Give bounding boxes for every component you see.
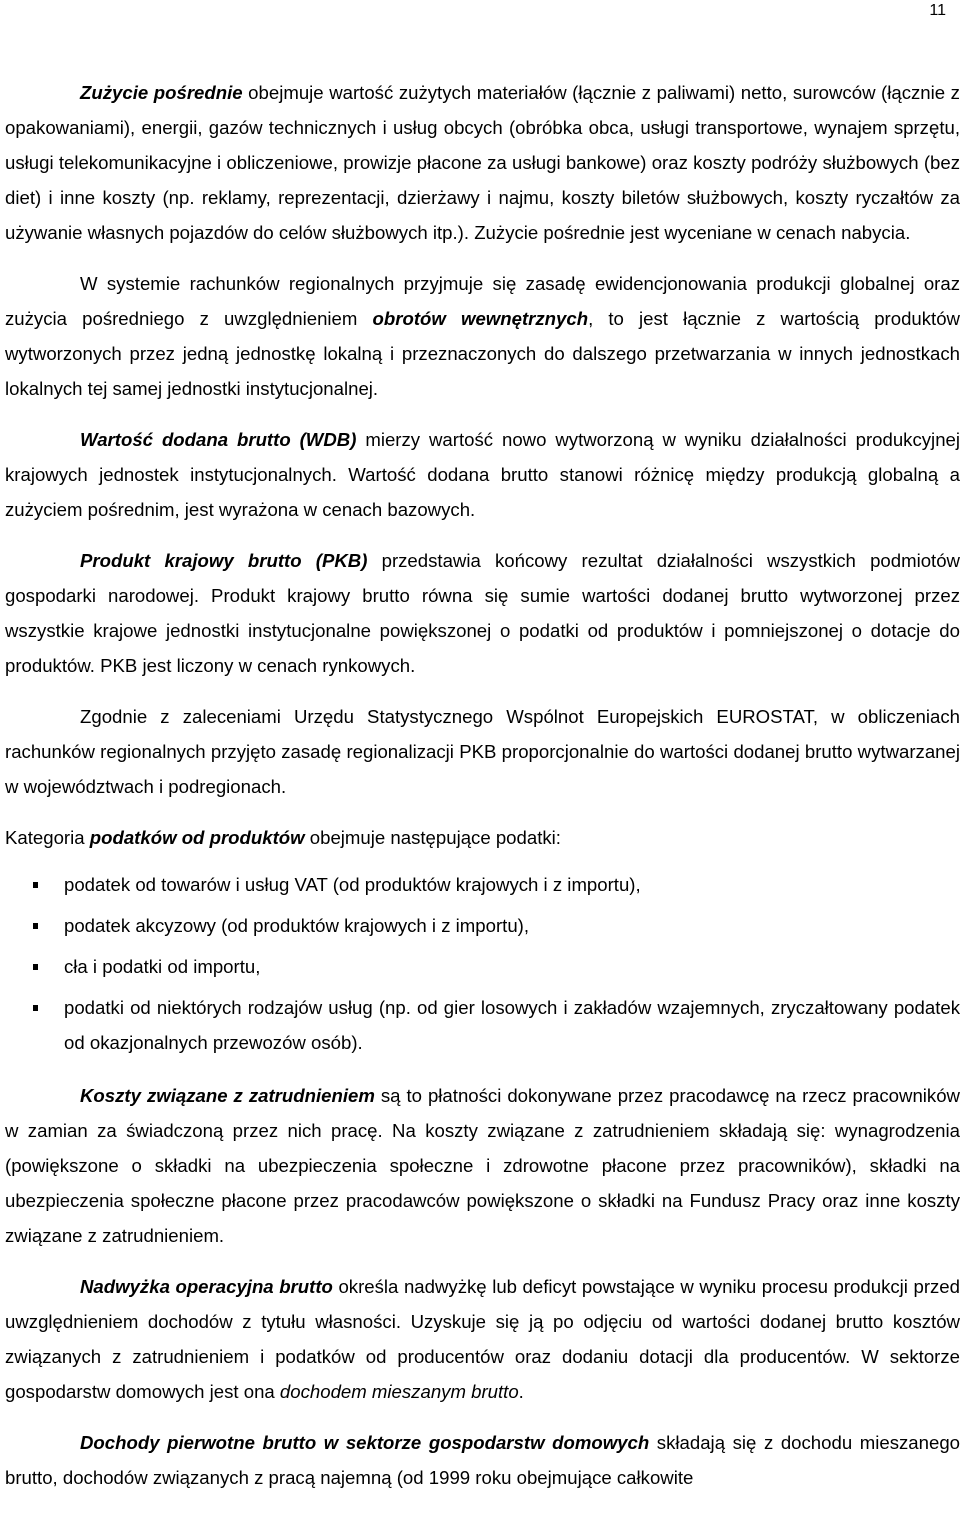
- list-item: [5, 867, 960, 902]
- paragraph-text: W systemie rachunków regionalnych przyjmuje się zasadę ewidencjonowania produkcji globalnej oraz zużycia pośredniego z uwzględnieniem: [5, 273, 960, 329]
- paragraph-zuzycie-posrednie: [5, 75, 960, 250]
- list-item: [5, 908, 960, 943]
- list-item: [5, 990, 960, 1060]
- term-pkb: Produkt krajowy brutto (PKB): [80, 550, 368, 571]
- paragraph-text: .: [518, 1381, 524, 1402]
- bullet-square-icon: [33, 923, 38, 929]
- term-zuzycie-posrednie: Zużycie pośrednie: [80, 82, 243, 103]
- list-item-text: podatki od niektórych rodzajów usług (np. od gier losowych i zakładów wzajemnych, zryczałtowany podatek od okazjonalnych przewozów osób).: [64, 997, 960, 1053]
- term-wdb: Wartość dodana brutto (WDB): [80, 429, 357, 450]
- paragraph-text: mierzy wartość nowo wytworzoną w wyniku działalności produkcyjnej krajowych jednostek instytucjonalnych. Wartość dodana brutto stanowi różnicę między produkcją globalną a zużyciem pośrednim, jest wyrażona w cenach bazowych.: [5, 429, 960, 520]
- list-item-text: podatek od towarów i usług VAT (od produktów krajowych i z importu),: [64, 874, 641, 895]
- bullet-square-icon: [33, 964, 38, 970]
- list-item: [5, 949, 960, 984]
- term-koszty-zatrudnienia: Koszty związane z zatrudnieniem: [80, 1085, 375, 1106]
- term-dochody-pierwotne: Dochody pierwotne brutto w sektorze gospodarstw domowych: [80, 1432, 650, 1453]
- term-nadwyzka-operacyjna: Nadwyżka operacyjna brutto: [80, 1276, 333, 1297]
- term-obroty-wewnetrzne: obrotów wewnętrznych: [372, 308, 589, 329]
- paragraph-text: Zgodnie z zaleceniami Urzędu Statystycznego Wspólnot Europejskich EUROSTAT, w obliczeniach rachunków regionalnych przyjęto zasadę regionalizacji PKB proporcjonalnie do wartości dodanej brutto wytwarzanej w województwach i podregionach.: [5, 706, 960, 797]
- paragraph-text: są to płatności dokonywane przez pracodawcę na rzecz pracowników w zamian za świadczoną przez nich pracę. Na koszty związane z zatrudnieniem składają się: wynagrodzenia (powiększone o składki na ubezpieczenia społeczne i zdrowotne płacone przez pracowników), składki na ubezpieczenia społeczne płacone przez pracodawców powiększone o składki na Fundusz Pracy oraz inne koszty związane z zatrudnieniem.: [5, 1085, 960, 1246]
- page-number: 11: [929, 2, 946, 19]
- paragraph-eurostat: [5, 699, 960, 804]
- taxes-list: [5, 867, 960, 1060]
- paragraph-obroty-wewnetrzne: [5, 266, 960, 406]
- paragraph-taxes-intro: [5, 820, 960, 855]
- paragraph-text: Kategoria: [5, 827, 90, 848]
- bullet-square-icon: [33, 1005, 38, 1011]
- paragraph-nadwyzka-operacyjna: [5, 1269, 960, 1409]
- paragraph-text: określa nadwyżkę lub deficyt powstające w wyniku procesu produkcji przed uwzględnieniem dochodów z tytułu własności. Uzyskuje się ją po odjęciu od wartości dodanej brutto kosztów związanych z zatrudnieniem i podatków od producentów oraz dodaniu dotacji dla producentów. W sektorze gospodarstw domowych jest ona: [5, 1276, 960, 1402]
- list-item-text: cła i podatki od importu,: [64, 956, 261, 977]
- paragraph-dochody-pierwotne: [5, 1425, 960, 1495]
- paragraph-wdb: [5, 422, 960, 527]
- paragraph-text: , to jest łącznie z wartością produktów wytworzonych przez jedną jednostkę lokalną i przeznaczonych do dalszego przetwarzania w innych jednostkach lokalnych tej samej jednostki instytucjonalnej.: [5, 308, 960, 399]
- term-podatki-od-produktow: podatków od produktów: [89, 827, 305, 848]
- paragraph-text: przedstawia końcowy rezultat działalności wszystkich podmiotów gospodarki narodowej. Produkt krajowy brutto równa się sumie wartości dodanej brutto wytworzonej przez wszystkie krajowe jednostki instytucjonalne powiększonej o podatki od produktów i pomniejszonej o dotacje do produktów. PKB jest liczony w cenach rynkowych.: [5, 550, 960, 676]
- bullet-square-icon: [33, 882, 38, 888]
- paragraph-pkb: [5, 543, 960, 683]
- paragraph-koszty-zatrudnienia: [5, 1078, 960, 1253]
- term-dochod-mieszany: dochodem mieszanym brutto: [279, 1381, 519, 1402]
- paragraph-text: składają się z dochodu mieszanego brutto, dochodów związanych z pracą najemną (od 1999 roku obejmujące całkowite: [5, 1432, 960, 1488]
- paragraph-text: obejmuje następujące podatki:: [304, 827, 561, 848]
- document-body: [5, 75, 960, 1495]
- list-item-text: podatek akcyzowy (od produktów krajowych i z importu),: [64, 915, 530, 936]
- paragraph-text: obejmuje wartość zużytych materiałów (łącznie z paliwami) netto, surowców (łącznie z opakowaniami), energii, gazów technicznych i usług obcych (obróbka obca, usługi transportowe, wynajem sprzętu, usługi telekomunikacyjne i obliczeniowe, prowizje płacone za usługi bankowe) oraz koszty podróży służbowych (bez diet) i inne koszty (np. reklamy, reprezentacji, dzierżawy i najmu, koszty biletów służbowych, koszty ryczałtów za używanie własnych pojazdów do celów służbowych itp.). Zużycie pośrednie jest wyceniane w cenach nabycia.: [5, 82, 960, 243]
